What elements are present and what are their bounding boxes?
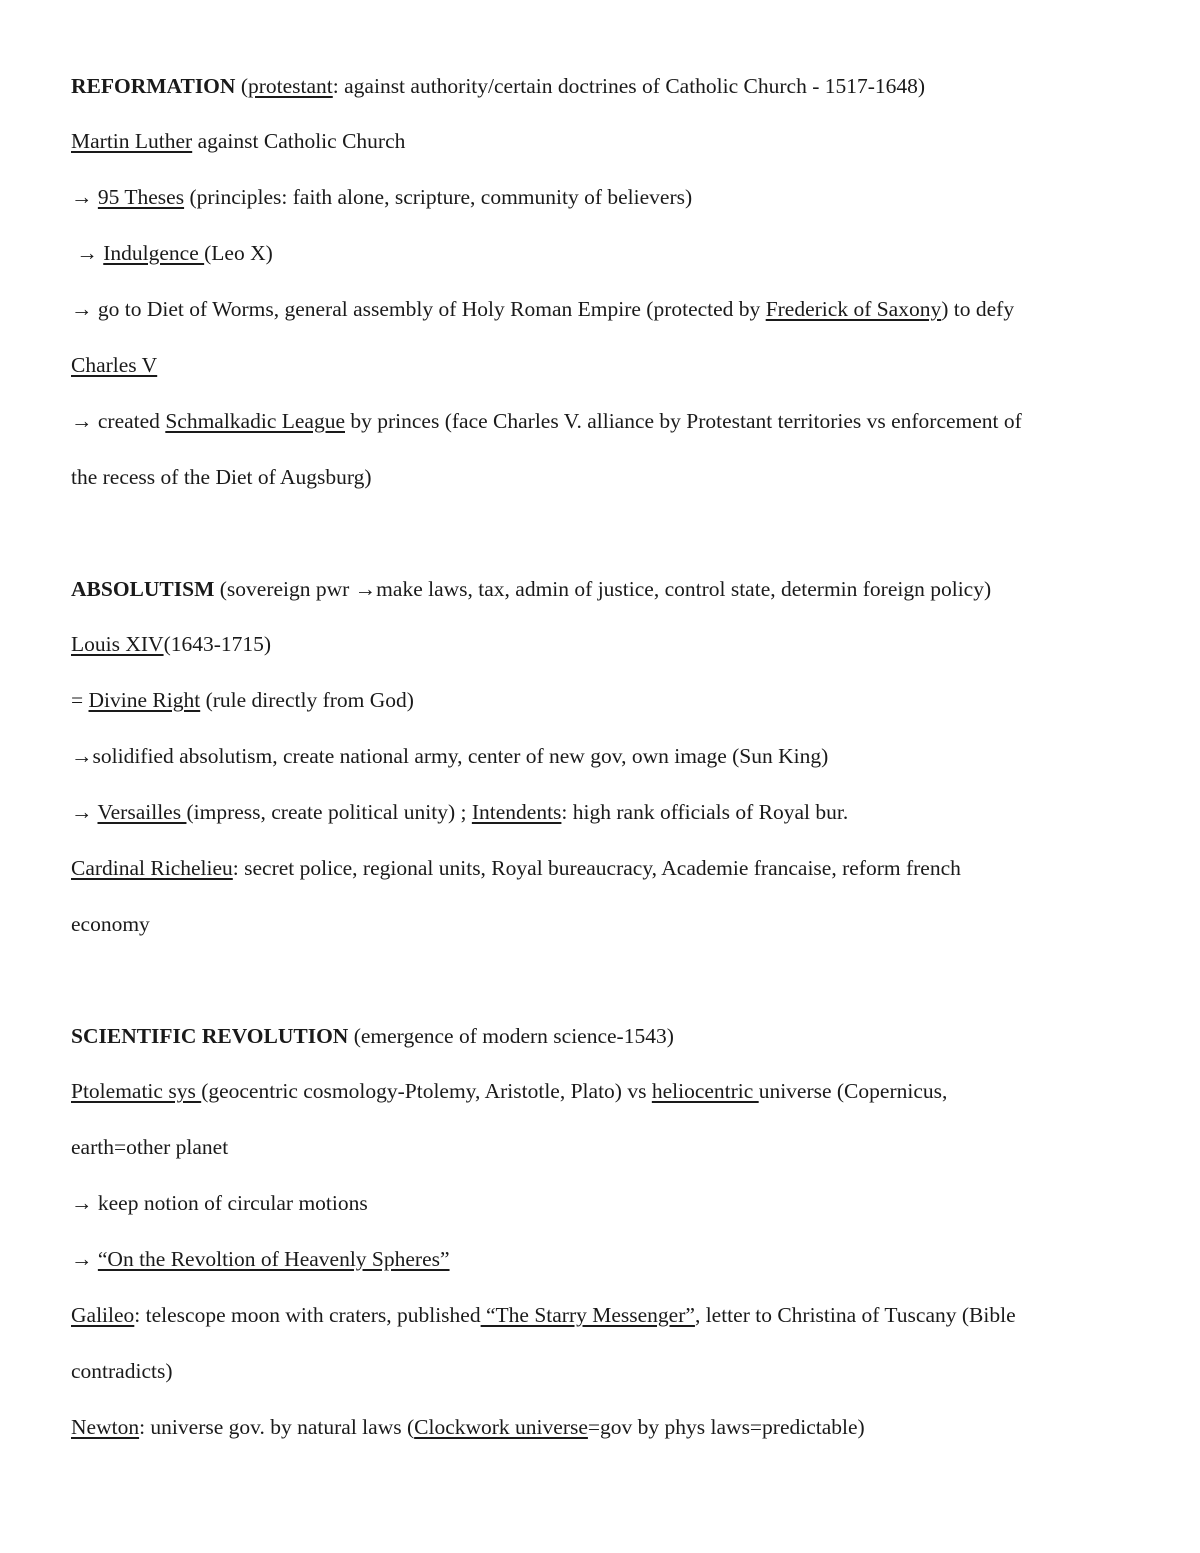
text-run: ) to defy xyxy=(941,297,1015,321)
text-run: against Catholic Church xyxy=(192,129,406,153)
underlined-term: Newton xyxy=(71,1415,140,1439)
section-heading: ABSOLUTISM xyxy=(71,577,215,601)
underlined-term: Clockwork universe xyxy=(414,1415,588,1439)
text-run: (sovereign pwr →make laws, tax, admin of justice, control state, determin foreign policy) xyxy=(214,577,992,601)
text-run: contradicts) xyxy=(71,1359,173,1383)
underlined-term: Ptolematic sys xyxy=(71,1079,202,1103)
text-run: : telescope moon with craters, published xyxy=(134,1303,481,1327)
underlined-term: Louis XIV xyxy=(71,632,164,656)
text-run: → go to Diet of Worms, general assembly of Holy Roman Empire (protected by xyxy=(71,297,766,321)
text-run: (principles: faith alone, scripture, community of believers) xyxy=(184,185,693,209)
text-run: = xyxy=(71,688,89,712)
underlined-term: Versailles xyxy=(97,800,187,824)
text-run: (Leo X) xyxy=(204,241,273,265)
text-line xyxy=(71,463,1141,491)
underlined-term: Intendents xyxy=(471,800,562,824)
text-run: (geocentric cosmology-Ptolemy, Aristotle, Plato) vs xyxy=(201,1079,652,1103)
scientific-heading-line xyxy=(71,1022,1141,1050)
section-heading: SCIENTIFIC REVOLUTION xyxy=(71,1024,349,1048)
text-run: (emergence of modern science-1543) xyxy=(348,1024,674,1048)
text-run: , letter to Christina of Tuscany (Bible xyxy=(694,1303,1016,1327)
text-run: : secret police, regional units, Royal bureaucracy, Academie francaise, reform french xyxy=(232,856,961,880)
text-line xyxy=(71,407,1141,435)
text-line xyxy=(71,295,1141,323)
text-run: earth=other planet xyxy=(71,1135,229,1159)
underlined-term: protestant xyxy=(247,74,333,98)
text-line xyxy=(71,1413,1141,1441)
underlined-term: “On the Revoltion of Heavenly Spheres” xyxy=(97,1247,450,1271)
text-line xyxy=(71,854,1141,882)
underlined-term: Frederick of Saxony xyxy=(765,297,942,321)
text-run: → created xyxy=(71,409,166,433)
text-line xyxy=(71,1245,1141,1273)
text-line xyxy=(71,1133,1141,1161)
absolutism-heading-line xyxy=(71,575,1141,603)
text-line xyxy=(71,630,1141,658)
underlined-term: Charles V xyxy=(71,353,158,377)
text-line xyxy=(71,1301,1141,1329)
arrow-text: → xyxy=(71,241,104,265)
underlined-term: Cardinal Richelieu xyxy=(71,856,233,880)
text-run: →solidified absolutism, create national army, center of new gov, own image (Sun King) xyxy=(71,744,829,768)
text-run: universe (Copernicus, xyxy=(758,1079,948,1103)
text-line xyxy=(71,798,1141,826)
underlined-term: 95 Theses xyxy=(97,185,185,209)
underlined-term: Galileo xyxy=(71,1303,135,1327)
text-run: (1643-1715) xyxy=(163,632,272,656)
text-run: (impress, create political unity) ; xyxy=(186,800,472,824)
text-line xyxy=(71,1189,1141,1217)
arrow-text: → xyxy=(71,800,98,824)
text-line xyxy=(71,1077,1141,1105)
underlined-term: Schmalkadic League xyxy=(165,409,345,433)
arrow-text: → xyxy=(71,185,98,209)
text-line xyxy=(71,686,1141,714)
text-run: the recess of the Diet of Augsburg) xyxy=(71,465,372,489)
text-run: → keep notion of circular motions xyxy=(71,1191,368,1215)
text-run: : universe gov. by natural laws ( xyxy=(139,1415,415,1439)
text-run: ( xyxy=(235,74,248,98)
text-line xyxy=(71,127,1141,155)
text-line xyxy=(71,351,1141,379)
section-heading: REFORMATION xyxy=(71,74,236,98)
text-run: by princes (face Charles V. alliance by Protestant territories vs enforcement of xyxy=(345,409,1022,433)
text-line xyxy=(71,742,1141,770)
text-run: (rule directly from God) xyxy=(200,688,414,712)
text-line xyxy=(71,910,1141,938)
reformation-heading-line xyxy=(71,72,1141,100)
text-line xyxy=(71,183,1141,211)
text-run: =gov by phys laws=predictable) xyxy=(587,1415,865,1439)
underlined-term: Martin Luther xyxy=(71,129,193,153)
underlined-term: “The Starry Messenger” xyxy=(480,1303,695,1327)
underlined-term: Indulgence xyxy=(103,241,205,265)
underlined-term: heliocentric xyxy=(651,1079,759,1103)
underlined-term: Divine Right xyxy=(88,688,201,712)
text-run: : high rank officials of Royal bur. xyxy=(561,800,849,824)
text-run: economy xyxy=(71,912,150,936)
arrow-text: → xyxy=(71,1247,98,1271)
text-run: : against authority/certain doctrines of Catholic Church - 1517-1648) xyxy=(332,74,926,98)
text-line xyxy=(71,1357,1141,1385)
text-line xyxy=(71,239,1141,267)
